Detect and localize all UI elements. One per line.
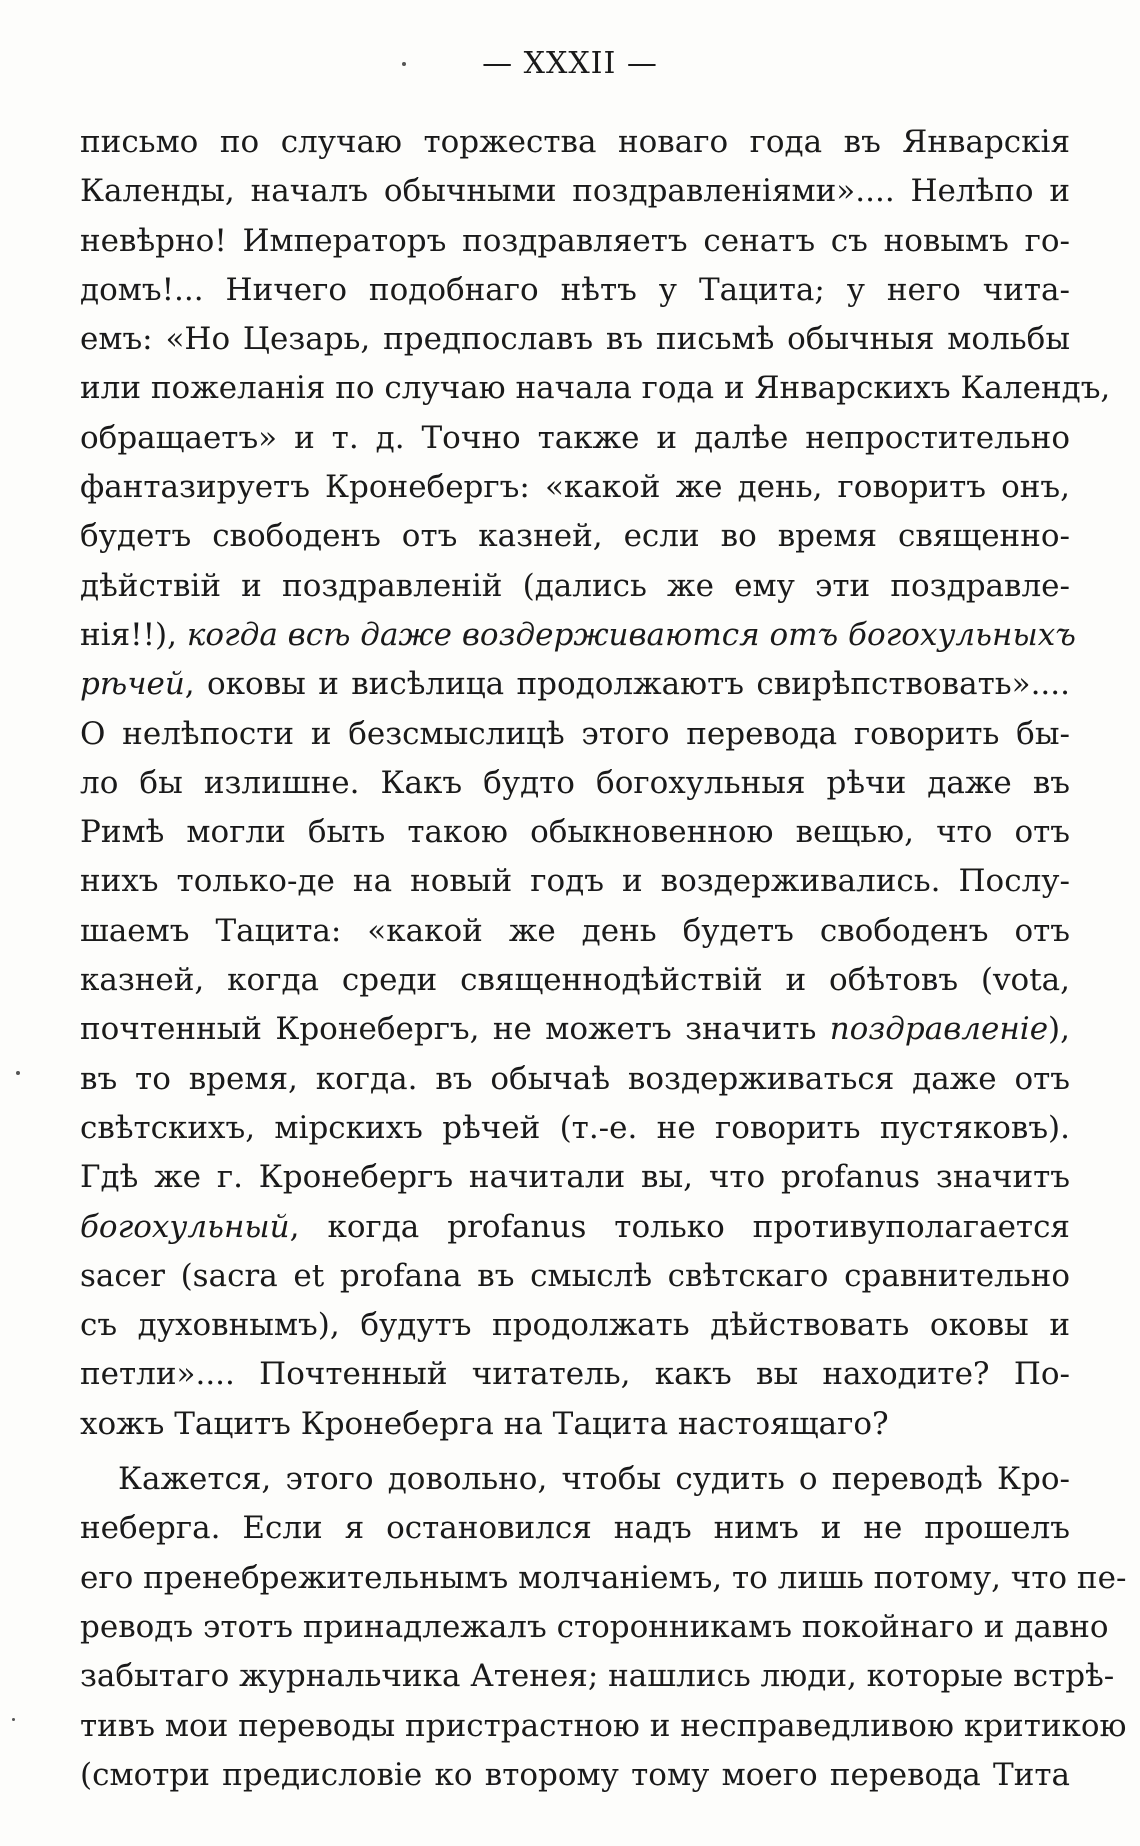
text-line: его пренебрежительнымъ молчаніемъ, то лишь потому, что пе- (80, 1559, 1127, 1596)
italic-text: когда всѣ даже воздерживаются отъ богохульныхъ (186, 616, 1076, 653)
text-line: будетъ свободенъ отъ казней, если во время священно- (80, 518, 1070, 555)
text-line: съ духовнымъ), будутъ продолжать дѣйствовать оковы и (80, 1307, 1070, 1344)
text-line: емъ: «Но Цезарь, предпославъ въ письмѣ обычныя мольбы (80, 321, 1070, 358)
text-line: въ то время, когда. въ обычаѣ воздерживаться даже отъ (80, 1060, 1070, 1097)
page-number: — XXXII — (482, 46, 658, 81)
body-text (80, 118, 1127, 1800)
text-line: петли».... Почтенный читатель, какъ вы находите? По- (80, 1356, 1070, 1393)
text-line (80, 1005, 1070, 1054)
text-line (80, 611, 1076, 660)
text-line: sacer (sacra et profana въ смыслѣ свѣтскаго сравнительно (80, 1257, 1070, 1294)
line-text: ), (1048, 1011, 1070, 1048)
text-line: невѣрно! Императоръ поздравляетъ сенатъ съ новымъ го- (80, 222, 1070, 259)
print-speck (16, 1071, 20, 1075)
text-line (80, 1203, 1070, 1252)
text-line: или пожеланія по случаю начала года и Январскихъ Календъ, (80, 370, 1111, 407)
text-line: ло бы излишне. Какъ будто богохульныя рѣчи даже въ (80, 764, 1070, 801)
text-line: тивъ мои переводы пристрастною и несправедливою критикою (80, 1707, 1127, 1744)
text-line: фантазируетъ Кронебергъ: «какой же день, говоритъ онъ, (80, 469, 1070, 506)
text-line: Календы, началъ обычными поздравленіями».... Нелѣпо и (80, 173, 1070, 210)
line-text: почтенный Кронебергъ, не можетъ значить (80, 1011, 830, 1048)
line-text: нія!!), (80, 616, 187, 653)
paragraph-2 (80, 1455, 1127, 1800)
text-line: хожъ Тацитъ Кронеберга на Тацита настоящаго? (80, 1405, 889, 1442)
text-line: забытаго журнальчика Атенея; нашлись люди, которые встрѣ- (80, 1658, 1115, 1695)
italic-text: поздравленіе (829, 1011, 1049, 1048)
text-line: Гдѣ же г. Кронебергъ начитали вы, что profanus значитъ (80, 1159, 1070, 1196)
text-line: свѣтскихъ, мірскихъ рѣчей (т.-е. не говорить пустяковъ). (80, 1109, 1070, 1146)
text-line: реводъ этотъ принадлежалъ сторонникамъ покойнаго и давно (80, 1608, 1109, 1645)
line-text: , когда profanus только противуполагается (289, 1208, 1070, 1245)
text-line (80, 660, 1070, 709)
line-text: , оковы и висѣлица продолжаютъ свирѣпствовать».... (184, 666, 1070, 703)
italic-text: богохульный (80, 1208, 290, 1245)
print-speck (402, 62, 406, 66)
italic-text: рѣчей (80, 666, 185, 703)
text-line: Римѣ могли быть такою обыкновенною вещью, что отъ (80, 814, 1070, 851)
text-line: обращаетъ» и т. д. Точно также и далѣе непростительно (80, 419, 1070, 456)
text-line: неберга. Если я остановился надъ нимъ и не прошелъ (80, 1510, 1070, 1547)
text-line: нихъ только-де на новый годъ и воздерживались. Послу- (80, 863, 1070, 900)
text-line: казней, когда среди священнодѣйствій и обѣтовъ (vota, (80, 962, 1070, 999)
text-line: (смотри предисловіе ко второму тому моего перевода Тита (80, 1756, 1070, 1793)
paragraph-1 (80, 118, 1111, 1449)
text-line: дѣйствій и поздравленій (дались же ему эти поздравле- (80, 567, 1070, 604)
text-line: Кажется, этого довольно, чтобы судить о переводѣ Кро- (118, 1461, 1070, 1498)
text-line: домъ!... Ничего подобнаго нѣтъ у Тацита; у него чита- (80, 271, 1070, 308)
text-line: письмо по случаю торжества новаго года въ Январскія (80, 124, 1070, 160)
print-speck (12, 1718, 15, 1721)
text-line: О нелѣпости и безсмыслицѣ этого перевода говорить бы- (80, 715, 1070, 752)
text-line: шаемъ Тацита: «какой же день будетъ свободенъ отъ (80, 912, 1070, 949)
